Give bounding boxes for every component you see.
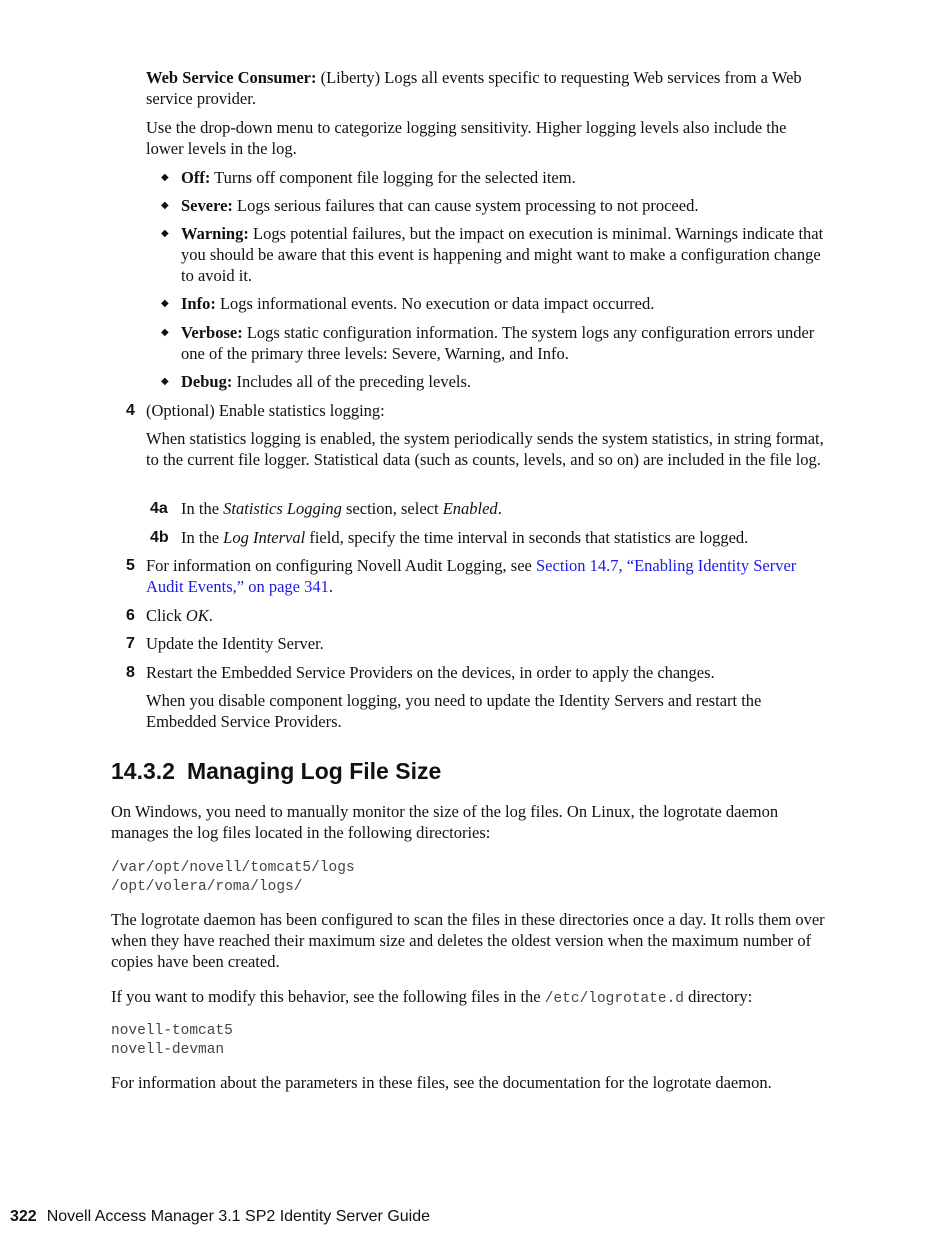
section-title: Managing Log File Size <box>186 758 442 784</box>
substep-text <box>181 498 826 519</box>
level-item-debug <box>181 371 826 392</box>
text-run: Click <box>146 606 186 625</box>
web-service-consumer-paragraph <box>146 67 826 109</box>
text-run: In the <box>181 499 224 518</box>
term: Verbose: <box>181 323 243 342</box>
level-item-off <box>181 167 826 188</box>
step-number: 7 <box>126 635 135 652</box>
term: Info: <box>181 294 216 313</box>
step-number: 4 <box>126 402 135 419</box>
section-heading <box>111 757 441 785</box>
level-item-severe <box>181 195 826 216</box>
text-run: directory: <box>684 987 753 1006</box>
text-run: section, select <box>341 499 443 518</box>
text-run: . <box>328 577 333 596</box>
body-paragraph: For information about the parameters in these files, see the documentation for the logrotate daemon. <box>111 1073 772 1092</box>
level-item-verbose <box>181 322 826 364</box>
term: Debug: <box>181 372 233 391</box>
text-run: field, specify the time interval in seconds that statistics are logged. <box>305 528 749 547</box>
text-run: For information on configuring Novell Audit Logging, see <box>146 556 536 575</box>
inline-code: /etc/logrotate.d <box>544 991 684 1007</box>
code-block-files <box>111 1022 233 1059</box>
description: Logs potential failures, but the impact on execution is minimal. Warnings indicate that you should be aware that this event is happening and might want to make a configuration change to avoid it. <box>181 224 824 285</box>
page-footer <box>10 1206 430 1227</box>
substep-number: 4a <box>150 500 168 517</box>
step-number: 6 <box>126 607 135 624</box>
body-paragraph <box>111 986 826 1010</box>
step-text <box>146 555 826 597</box>
step-detail: When statistics logging is enabled, the system periodically sends the system statistics, in string format, to the current file logger. Statistical data (such as counts, levels, and so on) are included in the file log. <box>146 429 824 469</box>
term: Web Service Consumer: <box>146 68 317 87</box>
step-text: (Optional) Enable statistics logging: <box>146 401 385 420</box>
level-item-warning <box>181 223 826 286</box>
ui-term: Log Interval <box>223 528 306 547</box>
text-run: In the <box>181 528 224 547</box>
code-line: /opt/volera/roma/logs/ <box>111 878 303 895</box>
step-number: 5 <box>126 557 135 574</box>
term: Off: <box>181 168 211 187</box>
body-paragraph: The logrotate daemon has been configured to scan the files in these directories once a day. It rolls them over when they have reached their maximum size and deletes the oldest version when the maximum number of copies have been created. <box>111 910 825 971</box>
term: Severe: <box>181 196 233 215</box>
text-run: . <box>497 499 502 518</box>
description: Logs static configuration information. The system logs any configuration errors under one of the primary three levels: Severe, Warning, and Info. <box>181 323 815 363</box>
description: Logs informational events. No execution or data impact occurred. <box>215 294 655 313</box>
ui-term: Statistics Logging <box>223 499 342 518</box>
book-title: Novell Access Manager 3.1 SP2 Identity Server Guide <box>46 1208 431 1225</box>
description: (Liberty) Logs all events specific to requesting Web services from a Web service provider. <box>146 68 802 108</box>
step-number: 8 <box>126 664 135 681</box>
description: Logs serious failures that can cause system processing to not proceed. <box>232 196 699 215</box>
dropdown-paragraph: Use the drop-down menu to categorize logging sensitivity. Higher logging levels also include the lower levels in the log. <box>146 118 787 158</box>
description: Turns off component file logging for the selected item. <box>210 168 576 187</box>
step-detail: When you disable component logging, you need to update the Identity Servers and restart the Embedded Service Providers. <box>146 691 762 731</box>
substep-number: 4b <box>150 529 169 546</box>
page-number: 322 <box>10 1208 37 1225</box>
code-line: novell-devman <box>111 1041 225 1058</box>
cross-reference-link[interactable]: Section 14.7, “Enabling Identity Server Audit Events,” on page 341 <box>146 556 797 596</box>
substep-text <box>181 527 826 548</box>
code-block-directories <box>111 859 355 896</box>
body-paragraph: On Windows, you need to manually monitor the size of the log files. On Linux, the logrotate daemon manages the log files located in the following directories: <box>111 802 779 842</box>
level-item-info <box>181 293 826 314</box>
term: Warning: <box>181 224 249 243</box>
step-text: Restart the Embedded Service Providers on the devices, in order to apply the changes. <box>146 663 715 682</box>
text-run: If you want to modify this behavior, see the following files in the <box>111 987 545 1006</box>
section-number: 14.3.2 <box>111 758 175 784</box>
code-line: /var/opt/novell/tomcat5/logs <box>111 860 355 876</box>
ui-term: Enabled <box>442 499 498 518</box>
step-text <box>146 605 826 626</box>
text-run: . <box>208 606 213 625</box>
ui-term: OK <box>185 606 209 625</box>
step-text: Update the Identity Server. <box>146 634 324 653</box>
code-line: novell-tomcat5 <box>111 1023 233 1039</box>
description: Includes all of the preceding levels. <box>232 372 472 391</box>
